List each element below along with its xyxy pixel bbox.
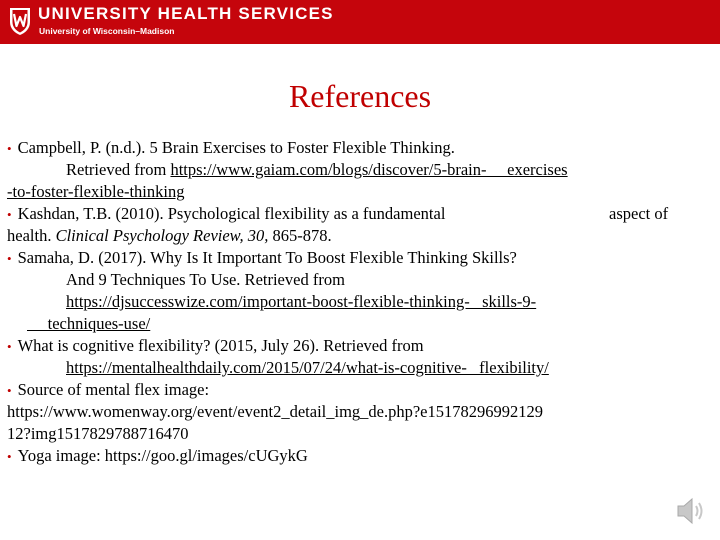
reference-text: And 9 Techniques To Use. Retrieved from	[66, 270, 345, 289]
bullet-icon: •	[7, 251, 12, 266]
reference-text: What is cognitive flexibility? (2015, July 26). Retrieved from	[17, 336, 424, 355]
reference-link[interactable]: -to-foster-flexible-thinking	[7, 182, 185, 201]
org-name: UNIVERSITY HEALTH SERVICES	[38, 4, 334, 23]
reference-text: Yoga image: https://goo.gl/images/cUGykG	[17, 446, 308, 465]
bullet-icon: •	[7, 339, 12, 354]
speaker-icon[interactable]	[676, 494, 706, 528]
reference-text: Kashdan, T.B. (2010). Psychological flexibility as a fundamental	[17, 204, 446, 223]
reference-item	[7, 203, 687, 225]
slide-title: References	[288, 78, 432, 114]
reference-item	[7, 379, 687, 401]
bullet-icon: •	[7, 207, 12, 222]
uw-crest-icon	[8, 6, 32, 36]
reference-text: Retrieved from	[66, 160, 171, 179]
reference-link[interactable]: https://djsuccesswize.com/important-boost-flexible-thinking- skills-9-	[66, 292, 537, 311]
bullet-icon: •	[7, 141, 12, 156]
journal-title: Clinical Psychology Review, 30,	[55, 226, 269, 245]
reference-item	[7, 445, 687, 467]
reference-url: https://www.womenway.org/event/event2_detail_img_de.php?e15178296992129	[7, 402, 544, 421]
bullet-icon: •	[7, 449, 12, 464]
reference-item	[7, 247, 687, 269]
references-list	[7, 137, 687, 467]
reference-link[interactable]: https://mentalhealthdaily.com/2015/07/24/what-is-cognitive- flexibility/	[66, 358, 549, 377]
reference-url: 12?img1517829788716470	[7, 424, 189, 443]
reference-text: 865-878.	[268, 226, 332, 245]
header-banner	[0, 0, 720, 44]
reference-text: Samaha, D. (2017). Why Is It Important To Boost Flexible Thinking Skills?	[17, 248, 517, 267]
reference-text: aspect of	[609, 204, 669, 223]
reference-text: Campbell, P. (n.d.). 5 Brain Exercises to Foster Flexible Thinking.	[17, 138, 455, 157]
org-subtitle: University of Wisconsin–Madison	[39, 26, 175, 36]
bullet-icon: •	[7, 383, 12, 398]
reference-link[interactable]: https://www.gaiam.com/blogs/discover/5-brain- exercises	[170, 160, 568, 179]
reference-item	[7, 137, 687, 159]
reference-item	[7, 335, 687, 357]
reference-text: health.	[7, 226, 56, 245]
reference-link[interactable]: techniques-use/	[27, 314, 151, 333]
reference-text: Source of mental flex image:	[17, 380, 210, 399]
